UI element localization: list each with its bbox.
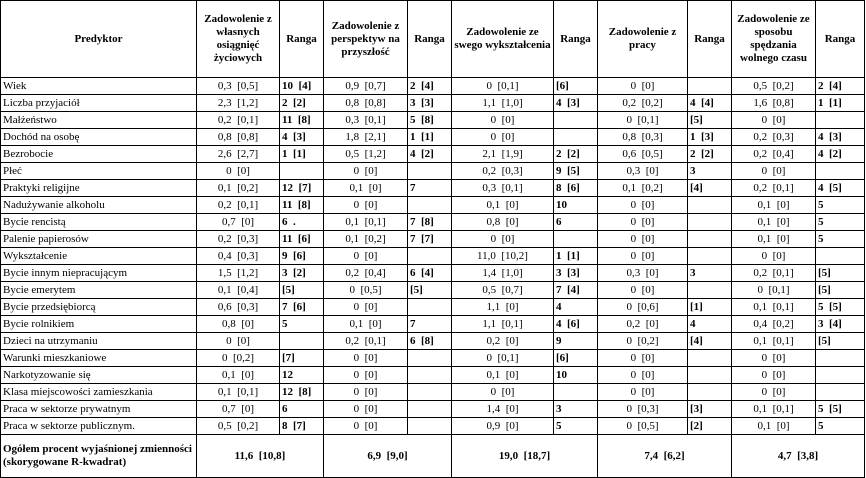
rank-cell: 8 [6] xyxy=(554,180,598,197)
rank-cell xyxy=(408,367,452,384)
value-cell: 0,1 [0,1] xyxy=(324,214,408,231)
value-cell: 1,1 [1,0] xyxy=(452,95,554,112)
predictor-name: Praktyki religijne xyxy=(1,180,197,197)
value-cell: 0 [0] xyxy=(732,163,816,180)
value-cell: 0,9 [0,7] xyxy=(324,78,408,95)
rank-cell xyxy=(408,384,452,401)
rank-cell xyxy=(554,231,598,248)
rank-cell: 2 [4] xyxy=(408,78,452,95)
table-row xyxy=(1,78,865,95)
rank-cell xyxy=(816,384,865,401)
value-cell: 0,4 [0,2] xyxy=(732,316,816,333)
header-row xyxy=(1,1,865,78)
value-cell: 0,4 [0,3] xyxy=(197,248,280,265)
summary-value: 11,6 [10,8] xyxy=(197,435,324,478)
value-cell: 0,1 [0,2] xyxy=(598,180,688,197)
table-row xyxy=(1,265,865,282)
rank-cell xyxy=(688,248,732,265)
header-rank: Ranga xyxy=(554,1,598,78)
table-row xyxy=(1,248,865,265)
value-cell: 0,5 [0,2] xyxy=(732,78,816,95)
value-cell: 0 [0] xyxy=(598,350,688,367)
value-cell: 0,3 [0] xyxy=(598,265,688,282)
predictor-name: Bycie rencistą xyxy=(1,214,197,231)
rank-cell: [3] xyxy=(688,401,732,418)
value-cell: 0,2 [0,3] xyxy=(732,129,816,146)
rank-cell: 6 xyxy=(554,214,598,231)
header-rank: Ranga xyxy=(816,1,865,78)
value-cell: 1,4 [1,0] xyxy=(452,265,554,282)
table-row xyxy=(1,163,865,180)
rank-cell: 1 [1] xyxy=(554,248,598,265)
rank-cell xyxy=(408,401,452,418)
value-cell: 0,8 [0] xyxy=(197,316,280,333)
value-cell: 0,2 [0,4] xyxy=(732,146,816,163)
rank-cell xyxy=(408,163,452,180)
value-cell: 0,2 [0,1] xyxy=(197,112,280,129)
table-row xyxy=(1,418,865,435)
value-cell: 0 [0,2] xyxy=(598,333,688,350)
rank-cell: 7 xyxy=(408,316,452,333)
value-cell: 0 [0] xyxy=(452,384,554,401)
summary-value: 6,9 [9,0] xyxy=(324,435,452,478)
header-satisfaction-prospects: Zadowolenie z perspektyw na przyszłość xyxy=(324,1,408,78)
rank-cell xyxy=(816,112,865,129)
rank-cell: 4 [2] xyxy=(408,146,452,163)
value-cell: 0,5 [0,7] xyxy=(452,282,554,299)
value-cell: 0 [0] xyxy=(732,248,816,265)
rank-cell xyxy=(688,197,732,214)
rank-cell: [4] xyxy=(688,333,732,350)
rank-cell: 11 [6] xyxy=(280,231,324,248)
rank-cell: 3 xyxy=(554,401,598,418)
predictor-name: Nadużywanie alkoholu xyxy=(1,197,197,214)
rank-cell xyxy=(280,333,324,350)
rank-cell: 4 [6] xyxy=(554,316,598,333)
rank-cell: 3 [3] xyxy=(408,95,452,112)
rank-cell xyxy=(688,78,732,95)
header-satisfaction-achievements: Zadowolenie z własnych osiągnięć życiowych xyxy=(197,1,280,78)
rank-cell: 1 [1] xyxy=(816,95,865,112)
table-row xyxy=(1,384,865,401)
table-row xyxy=(1,95,865,112)
value-cell: 0 [0] xyxy=(732,112,816,129)
rank-cell: 6 xyxy=(280,401,324,418)
rank-cell xyxy=(816,367,865,384)
rank-cell: 9 [6] xyxy=(280,248,324,265)
rank-cell xyxy=(554,112,598,129)
table-row xyxy=(1,316,865,333)
header-rank: Ranga xyxy=(688,1,732,78)
rank-cell: 4 xyxy=(554,299,598,316)
value-cell: 0,6 [0,3] xyxy=(197,299,280,316)
value-cell: 0,2 [0,1] xyxy=(197,197,280,214)
rank-cell: 12 [7] xyxy=(280,180,324,197)
rank-cell: [4] xyxy=(688,180,732,197)
rank-cell: 4 [3] xyxy=(280,129,324,146)
value-cell: 0,3 [0,1] xyxy=(452,180,554,197)
value-cell: 0 [0] xyxy=(324,418,408,435)
value-cell: 0,2 [0,3] xyxy=(452,163,554,180)
header-rank: Ranga xyxy=(408,1,452,78)
value-cell: 0 [0] xyxy=(598,248,688,265)
rank-cell: 3 xyxy=(688,163,732,180)
value-cell: 1,6 [0,8] xyxy=(732,95,816,112)
value-cell: 0,3 [0,5] xyxy=(197,78,280,95)
predictor-name: Wykształcenie xyxy=(1,248,197,265)
table-row xyxy=(1,197,865,214)
predictor-name: Wiek xyxy=(1,78,197,95)
table-row xyxy=(1,299,865,316)
value-cell: 1,1 [0,1] xyxy=(452,316,554,333)
predictor-name: Praca w sektorze prywatnym xyxy=(1,401,197,418)
rank-cell: 11 [8] xyxy=(280,112,324,129)
rank-cell: 6 . xyxy=(280,214,324,231)
value-cell: 0,2 [0,1] xyxy=(324,333,408,350)
value-cell: 2,3 [1,2] xyxy=(197,95,280,112)
rank-cell xyxy=(408,299,452,316)
rank-cell: 7 xyxy=(408,180,452,197)
value-cell: 0 [0] xyxy=(732,350,816,367)
value-cell: 0 [0] xyxy=(598,231,688,248)
header-rank: Ranga xyxy=(280,1,324,78)
rank-cell: 6 [8] xyxy=(408,333,452,350)
predictor-name: Bycie emerytem xyxy=(1,282,197,299)
value-cell: 0,8 [0,3] xyxy=(598,129,688,146)
value-cell: 0,1 [0] xyxy=(732,197,816,214)
rank-cell xyxy=(554,129,598,146)
table-row xyxy=(1,129,865,146)
value-cell: 0 [0,1] xyxy=(598,112,688,129)
header-satisfaction-education: Zadowolenie ze swego wykształcenia xyxy=(452,1,554,78)
value-cell: 0,1 [0,1] xyxy=(732,401,816,418)
rank-cell xyxy=(688,282,732,299)
value-cell: 0 [0] xyxy=(598,78,688,95)
value-cell: 0,2 [0,1] xyxy=(732,180,816,197)
table-row xyxy=(1,367,865,384)
value-cell: 0,1 [0,1] xyxy=(732,333,816,350)
rank-cell: 7 [4] xyxy=(554,282,598,299)
value-cell: 0,1 [0] xyxy=(324,316,408,333)
table-row xyxy=(1,214,865,231)
table-row xyxy=(1,112,865,129)
value-cell: 11,0 [10,2] xyxy=(452,248,554,265)
rank-cell: 11 [8] xyxy=(280,197,324,214)
rank-cell xyxy=(408,350,452,367)
rank-cell xyxy=(408,418,452,435)
rank-cell: [2] xyxy=(688,418,732,435)
rank-cell: 5 xyxy=(816,231,865,248)
summary-label: Ogółem procent wyjaśnionej zmienności (skorygowane R-kwadrat) xyxy=(1,435,197,478)
value-cell: 0,5 [1,2] xyxy=(324,146,408,163)
rank-cell: 6 [4] xyxy=(408,265,452,282)
rank-cell: 2 [4] xyxy=(816,78,865,95)
value-cell: 0,3 [0] xyxy=(598,163,688,180)
rank-cell: 4 [3] xyxy=(816,129,865,146)
table-body xyxy=(1,78,865,435)
rank-cell: 2 [2] xyxy=(280,95,324,112)
rank-cell: 1 [1] xyxy=(280,146,324,163)
rank-cell: 4 [4] xyxy=(688,95,732,112)
predictor-name: Bycie innym niepracującym xyxy=(1,265,197,282)
value-cell: 0 [0] xyxy=(598,214,688,231)
rank-cell: 5 xyxy=(280,316,324,333)
value-cell: 0 [0,1] xyxy=(452,350,554,367)
value-cell: 0,5 [0,2] xyxy=(197,418,280,435)
value-cell: 0,1 [0] xyxy=(732,231,816,248)
value-cell: 0,9 [0] xyxy=(452,418,554,435)
value-cell: 0 [0] xyxy=(598,367,688,384)
value-cell: 0,7 [0] xyxy=(197,401,280,418)
rank-cell xyxy=(554,384,598,401)
rank-cell xyxy=(280,163,324,180)
rank-cell: [5] xyxy=(816,265,865,282)
value-cell: 0 [0] xyxy=(452,129,554,146)
value-cell: 0 [0] xyxy=(324,367,408,384)
summary-value: 4,7 [3,8] xyxy=(732,435,865,478)
value-cell: 0 [0,5] xyxy=(598,418,688,435)
predictor-name: Warunki mieszkaniowe xyxy=(1,350,197,367)
rank-cell: [5] xyxy=(280,282,324,299)
table-row xyxy=(1,282,865,299)
header-predictor: Predyktor xyxy=(1,1,197,78)
value-cell: 0,8 [0,8] xyxy=(197,129,280,146)
rank-cell: 3 [3] xyxy=(554,265,598,282)
rank-cell: 5 xyxy=(816,418,865,435)
rank-cell: 3 xyxy=(688,265,732,282)
rank-cell: [5] xyxy=(408,282,452,299)
value-cell: 0,1 [0] xyxy=(732,418,816,435)
rank-cell: 10 xyxy=(554,367,598,384)
value-cell: 0 [0] xyxy=(197,163,280,180)
value-cell: 0,8 [0] xyxy=(452,214,554,231)
value-cell: 0,1 [0] xyxy=(324,180,408,197)
table-row xyxy=(1,333,865,350)
header-satisfaction-work: Zadowolenie z pracy xyxy=(598,1,688,78)
value-cell: 1,5 [1,2] xyxy=(197,265,280,282)
predictor-name: Bycie przedsiębiorcą xyxy=(1,299,197,316)
value-cell: 0,1 [0] xyxy=(197,367,280,384)
value-cell: 0 [0,6] xyxy=(598,299,688,316)
rank-cell: 1 [3] xyxy=(688,129,732,146)
value-cell: 0,2 [0,3] xyxy=(197,231,280,248)
rank-cell: 7 [7] xyxy=(408,231,452,248)
value-cell: 0 [0] xyxy=(452,231,554,248)
rank-cell: [7] xyxy=(280,350,324,367)
rank-cell: [5] xyxy=(816,333,865,350)
predictor-name: Dochód na osobę xyxy=(1,129,197,146)
value-cell: 0,1 [0] xyxy=(732,214,816,231)
rank-cell: [5] xyxy=(688,112,732,129)
rank-cell xyxy=(816,248,865,265)
rank-cell: 5 xyxy=(554,418,598,435)
value-cell: 0,2 [0,4] xyxy=(324,265,408,282)
rank-cell xyxy=(688,367,732,384)
summary-value: 7,4 [6,2] xyxy=(598,435,732,478)
predictor-name: Palenie papierosów xyxy=(1,231,197,248)
value-cell: 2,6 [2,7] xyxy=(197,146,280,163)
rank-cell: 4 xyxy=(688,316,732,333)
value-cell: 1,8 [2,1] xyxy=(324,129,408,146)
value-cell: 0 [0] xyxy=(598,197,688,214)
table-row xyxy=(1,401,865,418)
value-cell: 0 [0] xyxy=(452,112,554,129)
value-cell: 0,2 [0,2] xyxy=(598,95,688,112)
value-cell: 0,2 [0] xyxy=(452,333,554,350)
rank-cell: 2 [2] xyxy=(688,146,732,163)
rank-cell xyxy=(816,350,865,367)
rank-cell xyxy=(816,163,865,180)
predictor-name: Płeć xyxy=(1,163,197,180)
rank-cell: 2 [2] xyxy=(554,146,598,163)
rank-cell: 8 [7] xyxy=(280,418,324,435)
rank-cell: 12 [8] xyxy=(280,384,324,401)
summary-value: 19,0 [18,7] xyxy=(452,435,598,478)
value-cell: 1,1 [0] xyxy=(452,299,554,316)
value-cell: 0,1 [0,1] xyxy=(732,299,816,316)
value-cell: 1,4 [0] xyxy=(452,401,554,418)
predictor-name: Dzieci na utrzymaniu xyxy=(1,333,197,350)
rank-cell xyxy=(688,214,732,231)
summary-row xyxy=(1,435,865,478)
header-satisfaction-leisure: Zadowolenie ze sposobu spędzania wolnego czasu xyxy=(732,1,816,78)
rank-cell: [1] xyxy=(688,299,732,316)
value-cell: 0 [0] xyxy=(324,401,408,418)
rank-cell: [6] xyxy=(554,350,598,367)
value-cell: 0,1 [0,1] xyxy=(197,384,280,401)
value-cell: 0 [0,5] xyxy=(324,282,408,299)
rank-cell: 4 [3] xyxy=(554,95,598,112)
value-cell: 0,1 [0,4] xyxy=(197,282,280,299)
predictor-name: Klasa miejscowości zamieszkania xyxy=(1,384,197,401)
value-cell: 0 [0] xyxy=(324,163,408,180)
rank-cell: 3 [4] xyxy=(816,316,865,333)
rank-cell xyxy=(688,231,732,248)
value-cell: 0,6 [0,5] xyxy=(598,146,688,163)
table-row xyxy=(1,350,865,367)
rank-cell: 9 xyxy=(554,333,598,350)
rank-cell: 7 [8] xyxy=(408,214,452,231)
value-cell: 0 [0] xyxy=(324,248,408,265)
value-cell: 0,8 [0,8] xyxy=(324,95,408,112)
value-cell: 0,1 [0,2] xyxy=(324,231,408,248)
rank-cell: 9 [5] xyxy=(554,163,598,180)
rank-cell: 7 [6] xyxy=(280,299,324,316)
rank-cell: 5 xyxy=(816,214,865,231)
table-row xyxy=(1,180,865,197)
predictor-name: Bezrobocie xyxy=(1,146,197,163)
rank-cell: [5] xyxy=(816,282,865,299)
rank-cell: 10 xyxy=(554,197,598,214)
rank-cell: 5 [5] xyxy=(816,299,865,316)
value-cell: 0,1 [0,2] xyxy=(197,180,280,197)
value-cell: 0 [0,2] xyxy=(197,350,280,367)
rank-cell xyxy=(408,197,452,214)
rank-cell: 5 xyxy=(816,197,865,214)
rank-cell: [6] xyxy=(554,78,598,95)
rank-cell xyxy=(408,248,452,265)
table-row xyxy=(1,146,865,163)
value-cell: 0,7 [0] xyxy=(197,214,280,231)
value-cell: 0 [0] xyxy=(732,367,816,384)
table-row xyxy=(1,231,865,248)
value-cell: 0 [0] xyxy=(324,384,408,401)
value-cell: 0 [0,1] xyxy=(452,78,554,95)
rank-cell: 4 [2] xyxy=(816,146,865,163)
rank-cell: 3 [2] xyxy=(280,265,324,282)
value-cell: 0 [0,3] xyxy=(598,401,688,418)
value-cell: 0 [0] xyxy=(197,333,280,350)
value-cell: 0 [0,1] xyxy=(732,282,816,299)
value-cell: 0,2 [0,1] xyxy=(732,265,816,282)
rank-cell: 10 [4] xyxy=(280,78,324,95)
rank-cell: 5 [5] xyxy=(816,401,865,418)
value-cell: 0 [0] xyxy=(732,384,816,401)
value-cell: 0 [0] xyxy=(324,197,408,214)
rank-cell: 12 xyxy=(280,367,324,384)
predictor-name: Bycie rolnikiem xyxy=(1,316,197,333)
rank-cell: 1 [1] xyxy=(408,129,452,146)
predictor-name: Liczba przyjaciół xyxy=(1,95,197,112)
predictor-name: Praca w sektorze publicznym. xyxy=(1,418,197,435)
value-cell: 0,1 [0] xyxy=(452,367,554,384)
rank-cell: 4 [5] xyxy=(816,180,865,197)
rank-cell xyxy=(688,350,732,367)
predictor-name: Małżeństwo xyxy=(1,112,197,129)
value-cell: 0 [0] xyxy=(598,282,688,299)
value-cell: 0 [0] xyxy=(598,384,688,401)
value-cell: 2,1 [1,9] xyxy=(452,146,554,163)
rank-cell: 5 [8] xyxy=(408,112,452,129)
value-cell: 0,2 [0] xyxy=(598,316,688,333)
value-cell: 0,1 [0] xyxy=(452,197,554,214)
value-cell: 0 [0] xyxy=(324,299,408,316)
value-cell: 0,3 [0,1] xyxy=(324,112,408,129)
rank-cell xyxy=(688,384,732,401)
value-cell: 0 [0] xyxy=(324,350,408,367)
predictor-name: Narkotyzowanie się xyxy=(1,367,197,384)
